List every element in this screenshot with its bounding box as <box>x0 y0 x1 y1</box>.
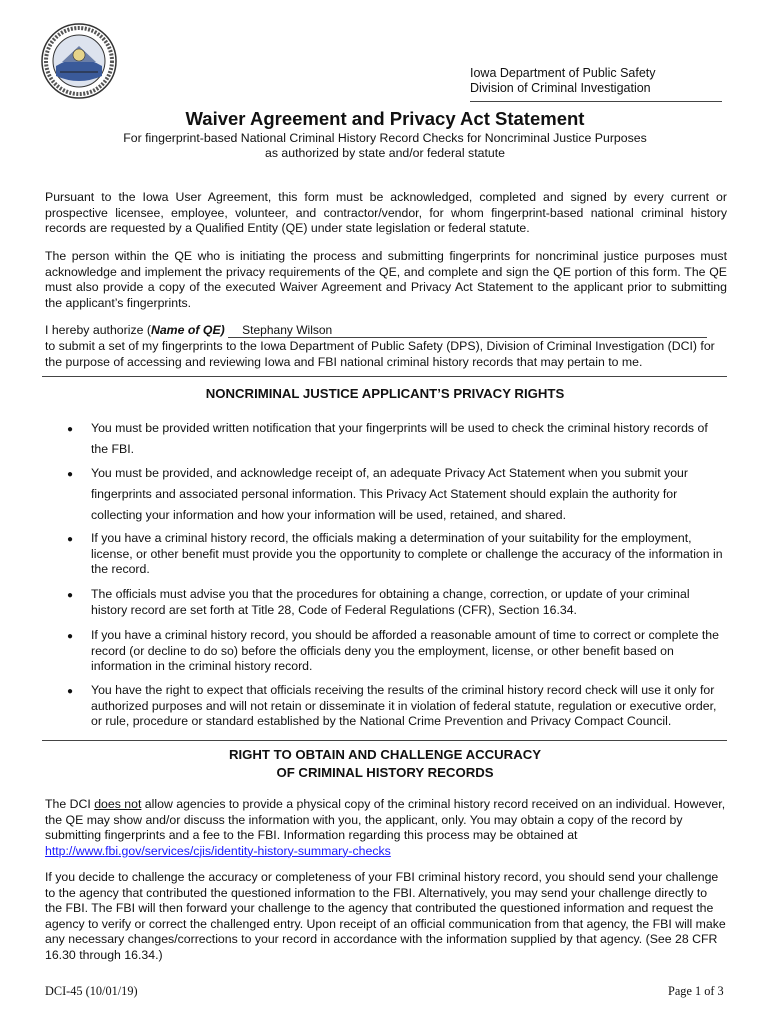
bullet-icon: ● <box>67 631 74 642</box>
subtitle-line-2: as authorized by state and/or federal statute <box>265 146 505 160</box>
challenge-heading-line-2: OF CRIMINAL HISTORY RECORDS <box>276 765 494 780</box>
rights-item-3: If you have a criminal history record, the officials making a determination of your suitability for the employment, license, or other benefit must provide you the opportunity to complete or challenge the accuracy of the information in the record. <box>91 531 723 576</box>
rights-item-6: You have the right to expect that officials receiving the results of the criminal history record check will use it only for authorized purposes and will not retain or disseminate it in violation of federal statute, regulation or executive order, or rule, procedure or standard established by the National Crime Prevention and Privacy Compact Council. <box>91 683 717 728</box>
privacy-rights-heading: NONCRIMINAL JUSTICE APPLICANT’S PRIVACY RIGHTS <box>205 386 565 401</box>
page-number: Page 1 of 3 <box>668 984 724 998</box>
page-subtitle <box>0 131 770 161</box>
challenge-p1-text: The DCI <box>45 797 95 811</box>
agency-name: Iowa Department of Public Safety <box>470 66 656 80</box>
rights-item-2: You must be provided, and acknowledge receipt of, an adequate Privacy Act Statement when you submit your fingerprints and associated personal information. This Privacy Act Statement should explain the authority for collecting your information and how your information will be used, retained, and shared. <box>91 466 688 522</box>
qe-name-field[interactable]: Stephany Wilson <box>228 324 707 338</box>
header-divider <box>470 101 722 102</box>
authorization-prefix: I hereby authorize ( <box>45 323 151 337</box>
agency-block <box>470 66 685 96</box>
bullet-icon: ● <box>67 534 74 545</box>
challenge-paragraph-2: If you decide to challenge the accuracy or completeness of your FBI criminal history record, you should send your challenge to the agency that contributed the questioned information to the FBI. Alternatively, you may send your challenge directly to the FBI. The FBI will then forward your challenge to the agency that contributed the questioned information and request the agency to verify or correct the challenged entry. Upon receipt of an official communication from that agency, the FBI will make any necessary changes/corrections to your record in accordance with the information supplied by that agency. (See 28 CFR 16.30 through 16.34.) <box>45 870 726 962</box>
challenge-heading-line-1: RIGHT TO OBTAIN AND CHALLENGE ACCURACY <box>228 747 542 762</box>
challenge-p1-text-rest: allow agencies to provide a physical copy of the criminal history record received on an individual. However, the QE may show and/or discuss the information with you, the applicant, only. You may obtain a copy of the record by submitting fingerprints and a fee to the FBI. Information regarding this process may be obtained at <box>45 797 726 842</box>
bullet-icon: ● <box>67 590 74 601</box>
authorization-line-2: to submit a set of my fingerprints to the Iowa Department of Public Safety (DPS), Division of Criminal Investigation (DCI) for <box>45 339 715 353</box>
subtitle-line-1: For fingerprint-based National Criminal History Record Checks for Noncriminal Justice Purposes <box>123 131 647 145</box>
rights-item-5: If you have a criminal history record, you should be afforded a reasonable amount of time to correct or complete the record (or decline to do so) before the officials deny you the employment, license, or other benefit based on information in the criminal history record. <box>91 628 719 673</box>
challenge-p1-emphasis: does not <box>94 797 142 811</box>
section-divider-2 <box>42 740 727 741</box>
bullet-icon: ● <box>67 424 74 435</box>
bullet-icon: ● <box>67 469 74 480</box>
fbi-identity-history-link[interactable]: http://www.fbi.gov/services/cjis/identity-history-summary-checks <box>45 843 391 858</box>
bullet-icon: ● <box>67 686 74 697</box>
authorization-line <box>45 323 735 339</box>
intro-paragraph-2: The person within the QE who is initiating the process and submitting fingerprints for noncriminal justice purposes must acknowledge and implement the privacy requirements of the QE, and complete and sign the QE portion of this form. The QE must also provide a copy of the executed Waiver Agreement and Privacy Act Statement to the applicant prior to submitting the applicant’s fingerprints. <box>45 249 727 310</box>
challenge-paragraph-1 <box>45 797 727 859</box>
rights-item-4: The officials must advise you that the procedures for obtaining a change, correction, or update of your criminal history record are set forth at Title 28, Code of Federal Regulations (CFR), Section 16.34. <box>91 587 690 617</box>
challenge-heading <box>0 746 770 782</box>
authorization-text <box>45 339 735 370</box>
authorization-line-3: the purpose of accessing and reviewing Iowa and FBI national criminal history records that may pertain to me. <box>45 354 643 369</box>
qe-field-label: Name of QE) <box>150 323 225 337</box>
section-divider-1 <box>42 376 727 377</box>
division-name: Division of Criminal Investigation <box>470 81 651 95</box>
page-title: Waiver Agreement and Privacy Act Statement <box>185 108 585 129</box>
form-id: DCI-45 (10/01/19) <box>45 984 138 998</box>
dps-seal-logo <box>40 22 118 100</box>
rights-item-1: You must be provided written notification that your fingerprints will be used to check the criminal history records of the FBI. <box>91 421 708 456</box>
intro-paragraph-1: Pursuant to the Iowa User Agreement, this form must be acknowledged, completed and signed by every current or prospective licensee, employee, volunteer, and contractor/vendor, for whom fingerprint-based national criminal history records are requested by a Qualified Entity (QE) under state legislation or federal statute. <box>45 190 727 235</box>
